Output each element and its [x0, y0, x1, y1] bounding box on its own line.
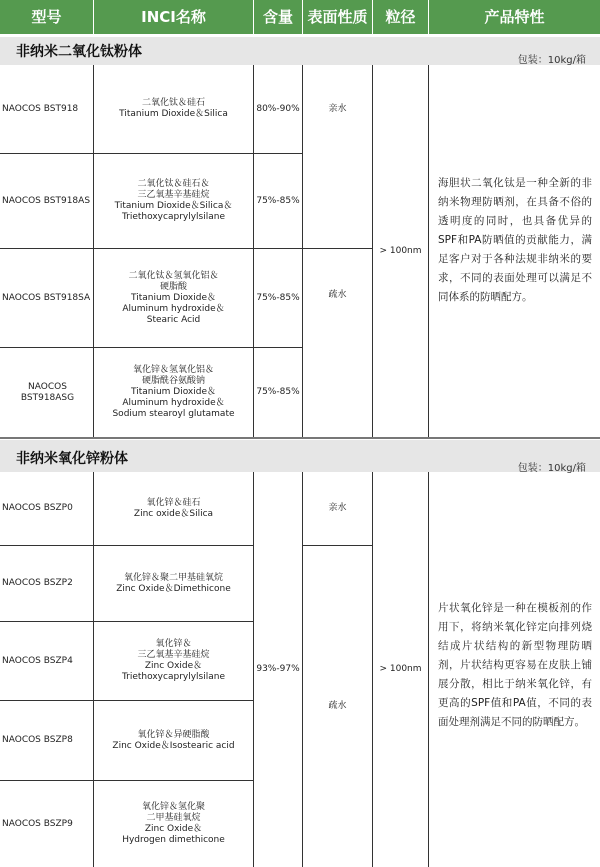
header-content: 含量 [262, 8, 293, 26]
inci-cell: 氧化锌＆异硬脂酸 Zinc Oxide＆Isostearic acid [112, 729, 235, 751]
surface-cell: 亲水 [328, 503, 347, 513]
header-inci: INCI名称 [141, 8, 206, 26]
model-cell: NAOCOS BST918AS [2, 195, 91, 206]
model-cell: NAOCOS BST918SA [2, 292, 91, 303]
model-cell: NAOCOS BST918ASG [20, 381, 75, 403]
model-cell: NAOCOS BSZP8 [2, 735, 73, 745]
header-surface: 表面性质 [307, 8, 368, 26]
surface-cell: 疏水 [328, 701, 347, 711]
particle-size-cell: > 100nm [379, 664, 422, 674]
model-cell: NAOCOS BSZP0 [2, 503, 73, 513]
inci-cell: 二氧化钛＆硅石 Titanium Dioxide＆Silica [119, 98, 228, 119]
packing-info: 包装：10kg/箱 [517, 463, 586, 474]
model-cell: NAOCOS BST918 [2, 103, 79, 114]
content-cell: 80%-90% [256, 103, 300, 114]
content-cell: 75%-85% [256, 195, 300, 206]
packing-info: 包装：10kg/箱 [517, 55, 586, 66]
model-cell: NAOCOS BSZP9 [2, 818, 73, 829]
inci-cell: 二氧化钛＆氢氧化铝＆ 硬脂酸 Titanium Dioxide＆ Aluminum hydroxide＆ Stearic Acid [122, 270, 225, 325]
header-feature: 产品特性 [484, 8, 545, 26]
content-cell: 93%-97% [256, 664, 300, 674]
section-header-zno [0, 440, 600, 472]
model-cell: NAOCOS BSZP4 [2, 655, 73, 666]
section-divider [0, 437, 600, 439]
header-particle: 粒径 [385, 8, 416, 26]
surface-cell: 亲水 [328, 103, 347, 114]
inci-cell: 氧化锌＆聚二甲基硅氧烷 Zinc Oxide＆Dimethicone [116, 572, 231, 594]
surface-cell: 疏水 [328, 290, 347, 300]
section-title: 非纳米氧化锌粉体 [16, 451, 128, 467]
inci-cell: 氧化锌＆硅石 Zinc oxide＆Silica [133, 497, 214, 519]
section-header-tio2 [0, 37, 600, 65]
particle-size-cell: > 100nm [379, 245, 422, 256]
inci-cell: 氧化锌＆氢化聚 二甲基硅氧烷 Zinc Oxide＆ Hydrogen dimethicone [122, 802, 225, 845]
content-cell: 75%-85% [256, 292, 300, 303]
content-cell: 75%-85% [256, 387, 300, 397]
feature-text: 片状氧化锌是一种在模板剂的作用下，将纳米氧化锌定向排列烧结成片状结构的新型物理防晒剂，片状结构更容易在皮肤上铺展分散，相比于纳米氧化锌，有更高的SPF值和PA值，不同的表面处理剂满足不同的防晒配方。 [438, 602, 592, 728]
table-header [0, 0, 600, 34]
section-title: 非纳米二氧化钛粉体 [16, 44, 142, 60]
feature-text: 海胆状二氧化钛是一种全新的非纳米物理防晒剂，在具备不俗的透明度的同时，也具备优异的SPF和PA防晒值的贡献能力，满足客户对于各种法规非纳米的要求，不同的表面处理可以满足不同体系的防晒配方。 [438, 177, 592, 303]
model-cell: NAOCOS BSZP2 [2, 578, 73, 588]
inci-cell: 二氧化钛＆硅石＆ 三乙氧基辛基硅烷 Titanium Dioxide＆Silica＆ Triethoxycaprylylsilane [114, 179, 233, 222]
header-model: 型号 [31, 8, 62, 26]
inci-cell: 氧化锌＆氢氧化铝＆ 硬脂酰谷氨酸钠 Titanium Dioxide＆ Aluminum hydroxide＆ Sodium stearoyl glutamate [112, 365, 235, 419]
inci-cell: 氧化锌＆ 三乙氧基辛基硅烷 Zinc Oxide＆ Triethoxycaprylylsilane [121, 639, 225, 682]
